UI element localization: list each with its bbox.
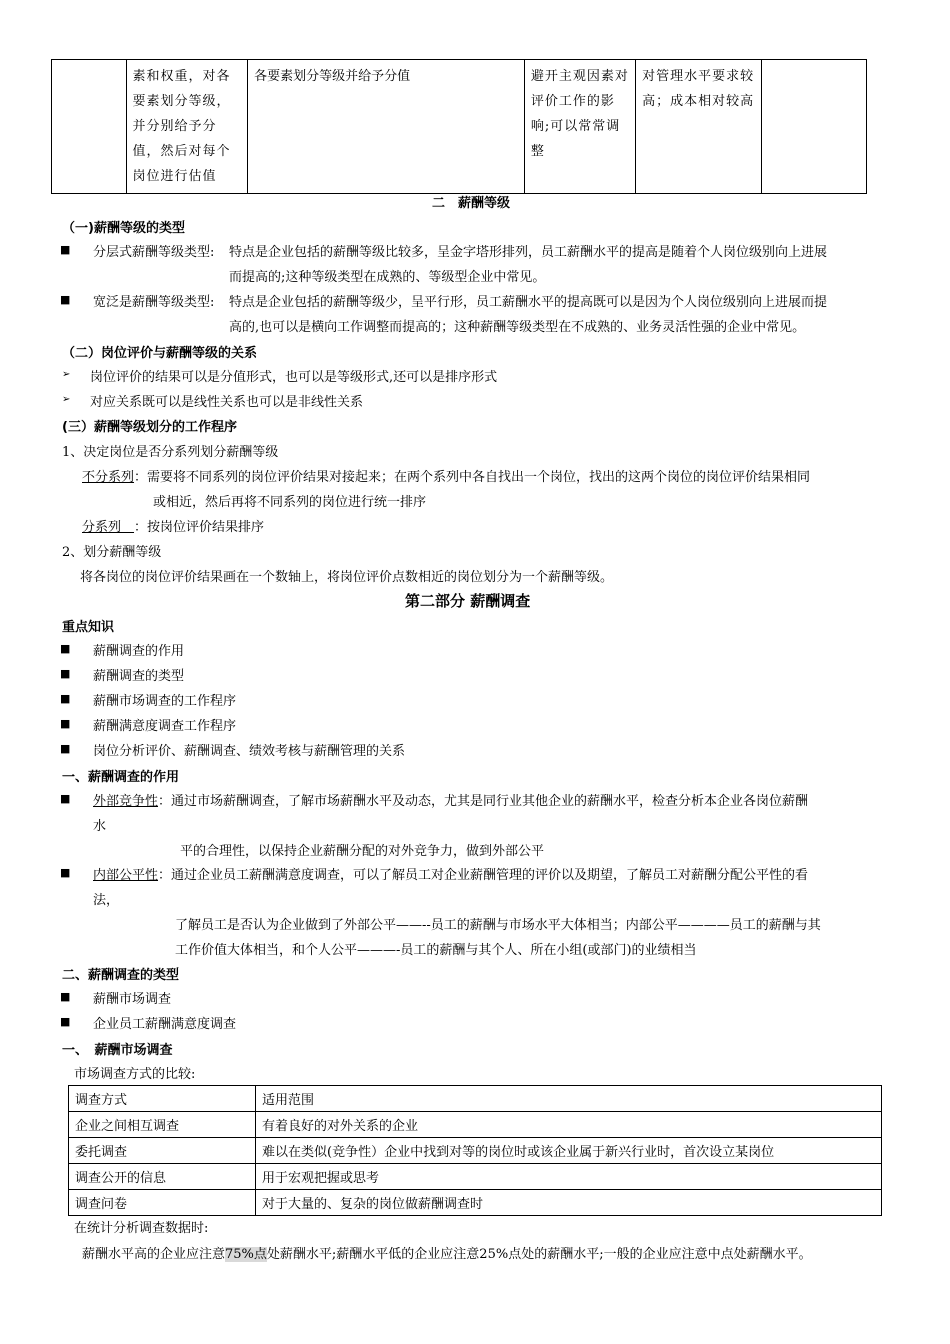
highlighted-text: 75%点 xyxy=(225,1247,267,1262)
table-cell: 对于大量的、复杂的岗位做薪酬调查时 xyxy=(256,1190,882,1216)
term-text: 或相近，然后再将不同系列的岗位进行统一排序 xyxy=(153,495,427,510)
table-row xyxy=(69,1164,882,1190)
list-item: 薪酬调查的作用 xyxy=(93,644,185,659)
table-row xyxy=(69,1112,882,1138)
part-title: 第二部分 薪酬调查 xyxy=(405,592,531,610)
term-text: 平的合理性，以保持企业薪酬分配的对外竞争力，做到外部公平 xyxy=(180,844,545,859)
table-cell: 避开主观因素对评价工作的影响;可以常常调整 xyxy=(524,60,635,194)
term-label: 分系列 xyxy=(82,520,135,535)
step-heading: 1、决定岗位是否分系列划分薪酬等级 xyxy=(62,445,279,460)
table-cell: 各要素划分等级并给予分值 xyxy=(248,60,525,194)
table-cell xyxy=(761,60,866,194)
term-label: 不分系列 xyxy=(82,470,135,485)
section-title: 二、薪酬调查的类型 xyxy=(62,968,180,983)
term-label: 内部公平性 xyxy=(93,868,159,883)
square-bullet-icon: ■ xyxy=(60,742,71,755)
list-item-text: 特点是企业包括的薪酬等级少，呈平行形，员工薪酬水平的提高既可以是因为个人岗位级别向上进展而提 xyxy=(229,295,828,310)
square-bullet-icon: ■ xyxy=(60,1015,71,1028)
stat-text: 处薪酬水平;薪酬水平低的企业应注意25%点处的薪酬水平;一般的企业应注意中点处薪酬水平。 xyxy=(266,1247,812,1262)
list-item-label: 分层式薪酬等级类型: xyxy=(93,245,215,260)
subsection-title: (三）薪酬等级划分的工作程序 xyxy=(62,420,237,435)
section-title: 一、薪酬调查的作用 xyxy=(62,770,180,785)
square-bullet-icon: ■ xyxy=(60,866,71,879)
table-cell: 用于宏观把握或思考 xyxy=(256,1164,882,1190)
table-intro: 市场调查方式的比较: xyxy=(74,1067,196,1082)
term-text: 水 xyxy=(93,819,107,834)
list-item-label: 宽泛是薪酬等级类型: xyxy=(93,295,215,310)
term-text: 了解员工是否认为企业做到了外部公平——--员工的薪酬与市场水平大体相当；内部公平————员工的薪酬与其 xyxy=(175,918,821,933)
subsection-title: （一)薪酬等级的类型 xyxy=(62,221,185,236)
key-knowledge-title: 重点知识 xyxy=(62,620,115,635)
step-heading: 2、划分薪酬等级 xyxy=(62,545,162,560)
list-item: 岗位分析评价、薪酬调查、绩效考核与薪酬管理的关系 xyxy=(93,744,406,759)
term-text: 法， xyxy=(93,893,120,908)
term-text: 工作价值大体相当，和个人公平———-员工的薪酬与其个人、所在小组(或部门)的业绩相当 xyxy=(175,943,697,958)
square-bullet-icon: ■ xyxy=(60,717,71,730)
stat-text: 薪酬水平高的企业应注意 xyxy=(82,1247,226,1262)
square-bullet-icon: ■ xyxy=(60,667,71,680)
table-cell xyxy=(52,60,127,194)
table-cell: 有着良好的对外关系的企业 xyxy=(256,1112,882,1138)
list-item: 薪酬市场调查的工作程序 xyxy=(93,694,237,709)
square-bullet-icon: ■ xyxy=(60,642,71,655)
list-item-text: 而提高的;这种等级类型在成熟的、等级型企业中常见。 xyxy=(229,270,546,285)
term-text: ：按岗位评价结果排序 xyxy=(134,520,265,535)
list-item: 薪酬满意度调查工作程序 xyxy=(93,719,237,734)
square-bullet-icon: ■ xyxy=(60,293,71,306)
table-cell: 调查公开的信息 xyxy=(69,1164,256,1190)
stat-intro: 在统计分析调查数据时: xyxy=(74,1221,209,1236)
survey-method-table xyxy=(68,1085,882,1216)
table-cell: 企业之间相互调查 xyxy=(69,1112,256,1138)
list-item: 企业员工薪酬满意度调查 xyxy=(93,1017,237,1032)
table-row xyxy=(69,1138,882,1164)
square-bullet-icon: ■ xyxy=(60,243,71,256)
arrow-bullet-icon: ➢ xyxy=(62,394,71,405)
term-text: ：需要将不同系列的岗位评价结果对接起来；在两个系列中各自找出一个岗位，找出的这两个岗位的岗位评价结果相同 xyxy=(134,470,811,485)
square-bullet-icon: ■ xyxy=(60,792,71,805)
list-item: 薪酬调查的类型 xyxy=(93,669,185,684)
list-item-text: 高的,也可以是横向工作调整而提高的；这种薪酬等级类型在不成熟的、业务灵活性强的企业中常见。 xyxy=(229,320,806,335)
term-text: ：通过企业员工薪酬满意度调查，可以了解员工对企业薪酬管理的评价以及期望，了解员工对薪酬分配公平性的看 xyxy=(158,868,809,883)
list-item: 薪酬市场调查 xyxy=(93,992,172,1007)
term-text: ：通过市场薪酬调查，了解市场薪酬水平及动态，尤其是同行业其他企业的薪酬水平，检查分析本企业各岗位薪酬 xyxy=(158,794,809,809)
section-title: 二 薪酬等级 xyxy=(432,196,511,211)
table-row xyxy=(52,60,867,194)
list-item-text: 特点是企业包括的薪酬等级比较多，呈金字塔形排列，员工薪酬水平的提高是随着个人岗位级别向上进展 xyxy=(229,245,828,260)
subsection-title: （二）岗位评价与薪酬等级的关系 xyxy=(62,346,258,361)
arrow-bullet-icon: ➢ xyxy=(62,369,71,380)
table-row xyxy=(69,1190,882,1216)
table-cell: 难以在类似(竞争性）企业中找到对等的岗位时或该企业属于新兴行业时，首次设立某岗位 xyxy=(256,1138,882,1164)
table-cell: 对管理水平要求较高；成本相对较高 xyxy=(636,60,762,194)
square-bullet-icon: ■ xyxy=(60,692,71,705)
section-title: 一、 薪酬市场调查 xyxy=(62,1043,173,1058)
table-cell: 调查方式 xyxy=(69,1086,256,1112)
term-label: 外部竞争性 xyxy=(93,794,159,809)
table-cell: 调查问卷 xyxy=(69,1190,256,1216)
table-row xyxy=(69,1086,882,1112)
table-cell: 适用范围 xyxy=(256,1086,882,1112)
table-cell: 素和权重，对各要素划分等级，并分别给予分值，然后对每个岗位进行估值 xyxy=(126,60,248,194)
square-bullet-icon: ■ xyxy=(60,990,71,1003)
step-text: 将各岗位的岗位评价结果画在一个数轴上，将岗位评价点数相近的岗位划分为一个薪酬等级。 xyxy=(80,570,614,585)
table-cell: 委托调查 xyxy=(69,1138,256,1164)
list-item: 对应关系既可以是线性关系也可以是非线性关系 xyxy=(90,395,364,410)
list-item: 岗位评价的结果可以是分值形式，也可以是等级形式,还可以是排序形式 xyxy=(90,370,498,385)
evaluation-method-table xyxy=(51,59,867,194)
